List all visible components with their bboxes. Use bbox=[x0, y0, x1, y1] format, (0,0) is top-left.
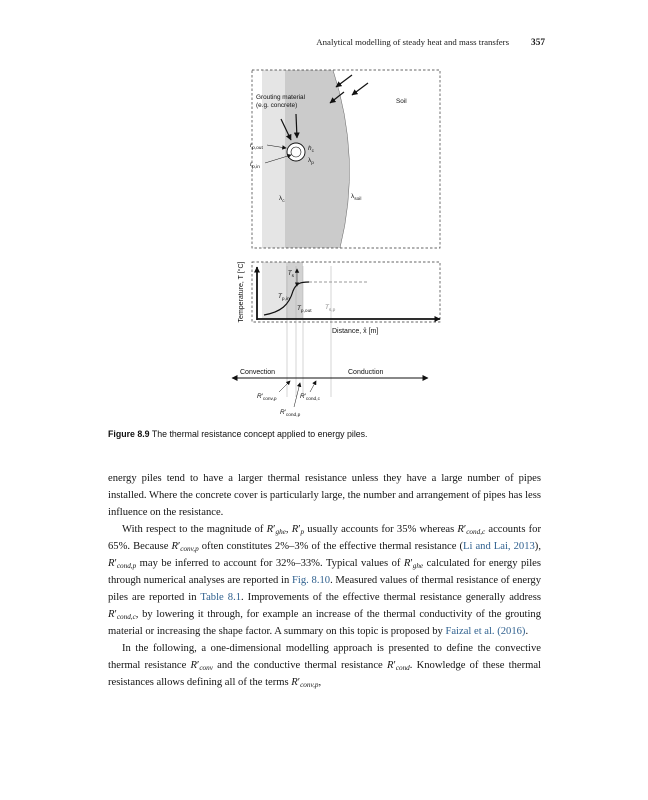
grouting-material-label-2: (e.g. concrete) bbox=[256, 102, 298, 109]
paragraph: energy piles tend to have a larger thermal resistance unless they have a large number of pipes installed. Where the concrete cover is particularly large, the number and arrangement of pipes has less influence on the resistance. bbox=[108, 473, 541, 518]
running-head bbox=[0, 37, 545, 48]
t-p-out-label: $T_{p,out}$ bbox=[297, 305, 312, 314]
r-conv-p-leader bbox=[279, 381, 290, 392]
lambda-p-label: $\lambda_p$ bbox=[308, 157, 314, 166]
figure-8-9 bbox=[0, 62, 648, 430]
citation-link[interactable]: Fig. 8.10 bbox=[292, 575, 331, 586]
cross-section-panel bbox=[250, 70, 440, 248]
math-term: $R'_{cond,c}$ bbox=[457, 524, 486, 536]
figure-caption bbox=[108, 429, 548, 439]
page-number: 357 bbox=[531, 38, 545, 48]
t-s-p-label: $T_{s,p}$ bbox=[325, 304, 336, 313]
r-cond-c-label: $R'_{cond,c}$ bbox=[300, 393, 320, 402]
r-conv-p-label: $R'_{conv,p}$ bbox=[257, 393, 277, 402]
grouting-material-label: Grouting material bbox=[256, 94, 306, 101]
lambda-c-label: $\lambda_c$ bbox=[279, 195, 285, 204]
r-p-out-label: $r_{p,out}$ bbox=[250, 142, 263, 151]
citation-link[interactable]: Faizal et al. (2016) bbox=[445, 626, 526, 637]
math-term: $R'_{ghe}$ bbox=[403, 558, 424, 570]
pipe-inner-circle bbox=[291, 147, 301, 157]
r-cond-c-leader bbox=[310, 381, 316, 392]
lambda-soil-label: $\lambda_{soil}$ bbox=[351, 193, 362, 202]
conduction-label: Conduction bbox=[348, 369, 384, 376]
t-p-in-label: $T_{p,in}$ bbox=[278, 293, 290, 302]
math-term: $R'_{cond}$ bbox=[386, 660, 410, 672]
math-term: $R'_{ghe}$ bbox=[266, 524, 286, 536]
r-p-in-label: $r_{p,in}$ bbox=[250, 161, 260, 170]
soil-load-arrow-2 bbox=[352, 83, 368, 95]
math-term: $R'_{cond,p}$ bbox=[108, 558, 137, 570]
temperature-plot-panel bbox=[237, 262, 440, 398]
figure-caption-label: Figure 8.9 bbox=[108, 429, 150, 439]
t-s-label: $T_s$ bbox=[287, 270, 294, 279]
math-term: $R'_{conv,p}$ bbox=[171, 541, 199, 553]
convection-label: Convection bbox=[240, 369, 276, 376]
body-text bbox=[108, 470, 541, 691]
resistance-diagram bbox=[232, 369, 428, 418]
plot-pipe-band bbox=[262, 262, 286, 319]
soil-load-arrow-1 bbox=[336, 75, 352, 87]
h-c-label: $h_c$ bbox=[308, 145, 314, 154]
math-term: $R'_{conv}$ bbox=[190, 660, 213, 672]
x-axis-label: Distance, x̂ [m] bbox=[332, 328, 379, 335]
math-term: $R'_p$ bbox=[291, 524, 305, 536]
paragraph: With respect to the magnitude of $R'_{ghe}$, $R'_p$ usually accounts for 35% whereas $R'_{cond,c}$ accounts for 65%. Because $R'_{conv,p}$ often constitutes 2%–3% of the effective thermal resistance (Li and Lai, 2013), $R'_{cond,p}$ may be inferred to account for 32%–33%. Typical values of $R'_{ghe}$ calculated for energy piles through numerical analyses are reported in Fig. 8.10. Measured values of thermal resistance of energy piles are reported in Table 8.1. Improvements of the effective thermal resistance generally address $R'_{cond,c}$, by lowering it through, for example an increase of the thermal conductivity of the grouting material or increasing the shape factor. A summary on this topic is proposed by Faizal et al. (2016). bbox=[108, 524, 542, 637]
math-term: $R'_{conv,p}$ bbox=[291, 677, 319, 689]
soil-label: Soil bbox=[396, 98, 407, 105]
running-title: Analytical modelling of steady heat and mass transfers bbox=[316, 37, 510, 47]
r-cond-p-label: $R'_{cond,p}$ bbox=[280, 409, 301, 418]
paragraph: In the following, a one-dimensional modelling approach is presented to define the convective thermal resistance $R'_{conv}$ and the conductive thermal resistance $R'_{cond}$. Knowledge of these thermal resistances allows defining all of the terms $R'_{conv,p}$, bbox=[108, 643, 541, 689]
citation-link[interactable]: Li and Lai, 2013 bbox=[463, 541, 535, 552]
citation-link[interactable]: Table 8.1 bbox=[200, 592, 242, 603]
math-term: $R'_{cond,c}$ bbox=[108, 609, 136, 621]
y-axis-label: Temperature, T [°C] bbox=[238, 261, 245, 323]
figure-caption-text: The thermal resistance concept applied to energy piles. bbox=[151, 429, 368, 439]
